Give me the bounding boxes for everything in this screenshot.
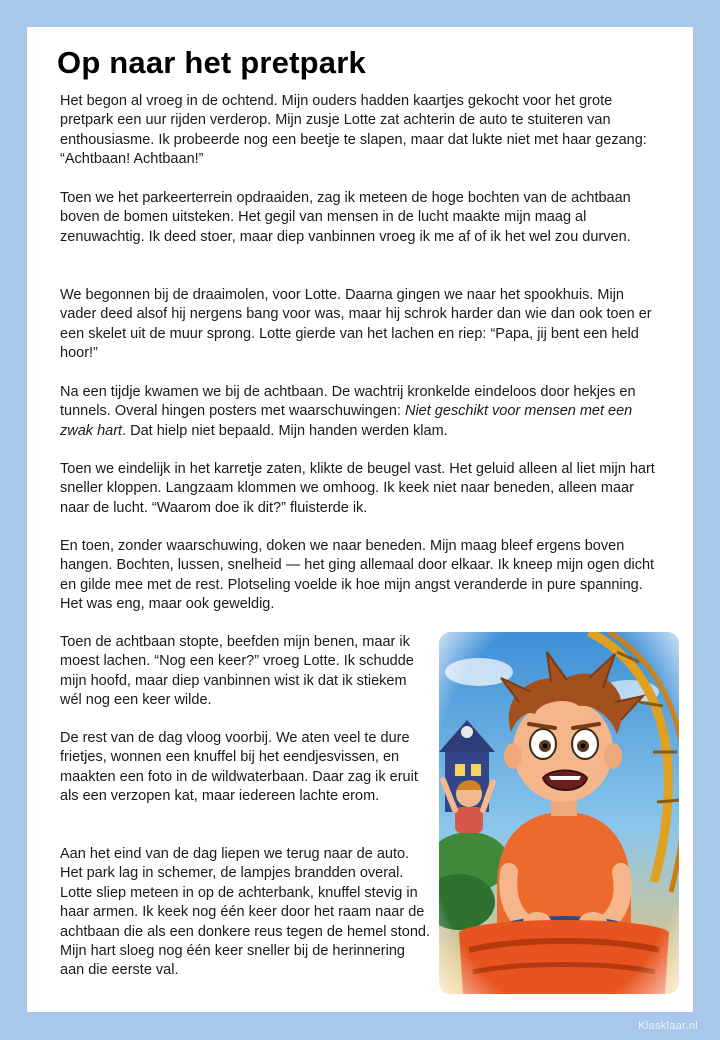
story-paragraph-2: Toen we het parkeerterrein opdraaiden, zag ik meteen de hoge bochten van de achtbaan boven de bomen uitsteken. Het gegil van mensen in de lucht maakte mijn maag al zenuwachtig. Ik deed stoer, maar diep vanbinnen vroeg ik me af of ik het wel zou durven. bbox=[60, 190, 631, 245]
story-paragraph-3: We begonnen bij de draaimolen, voor Lotte. Daarna gingen we naar het spookhuis. Mijn vader deed alsof hij nergens bang voor was, maar hij schrok harder dan wie dan ook toen er een skelet uit de muur sprong. Lotte gierde van het lachen en riep: “Papa, jij bent een held hoor!” bbox=[60, 287, 652, 362]
rollercoaster-illustration bbox=[439, 632, 679, 994]
worksheet-page bbox=[27, 27, 693, 1012]
story-paragraph-6: En toen, zonder waarschuwing, doken we naar beneden. Mijn maag bleef ergens boven hangen. Bochten, lussen, snelheid — het ging allemaal door elkaar. Ik kneep mijn ogen dicht en gilde mee met de rest. Plotseling voelde ik hoe mijn angst veranderde in pure spanning. Het was eng, maar ook geweldig. bbox=[60, 538, 655, 613]
story-paragraph-8: De rest van de dag vloog voorbij. We aten veel te dure frietjes, wonnen een knuffel bij het eendjesvissen, en maakten een foto in de wildwaterbaan. Daar zag ik eruit als een verzopen kat, maar iedereen lachte erom. bbox=[60, 730, 418, 805]
story-paragraph-9: Aan het eind van de dag liepen we terug naar de auto. Het park lag in schemer, de lampjes brandden overal. Lotte sliep meteen in op de achterbank, knuffel stevig in haar armen. Ik keek nog één keer door het raam naar de achtbaan die als een donkere reus tegen de hemel stond. Mijn hart sloeg nog één keer sneller bij de herinnering aan die eerste val. bbox=[60, 846, 431, 979]
story-paragraph-1: Het begon al vroeg in de ochtend. Mijn ouders hadden kaartjes gekocht voor het grote pretpark een uur rijden verderop. Mijn zusje Lotte zat achterin de auto te stuiteren van enthousiasme. Ik probeerde nog een beetje te slapen, maar dat lukte niet met haar gezang: “Achtbaan! Achtbaan!” bbox=[60, 93, 647, 168]
story-paragraph-5: Toen we eindelijk in het karretje zaten, klikte de beugel vast. Het geluid alleen al liet mijn hart sneller kloppen. Langzaam klommen we omhoog. Ik keek niet naar beneden, alleen maar naar de lucht. “Waarom doe ik dit?” fluisterde ik. bbox=[60, 461, 655, 516]
site-footer: Klasklaar.nl bbox=[638, 1020, 698, 1032]
story-paragraph-4 bbox=[60, 383, 664, 441]
page-title: Op naar het pretpark bbox=[57, 45, 366, 80]
story-paragraph-7: Toen de achtbaan stopte, beefden mijn benen, maar ik moest lachen. “Nog een keer?” vroeg Lotte. Ik schudde mijn hoofd, maar diep vanbinnen wist ik dat ik stiekem wél nog een keer wilde. bbox=[60, 634, 414, 709]
story-paragraph-4-end: . Dat hielp niet bepaald. Mijn handen werden klam. bbox=[122, 422, 448, 439]
story-paragraph-4-text: Na een tijdje kwamen we bij de achtbaan. De wachtrij kronkelde eindeloos door hekjes en tunnels. Overal hingen posters met waarschuwingen: bbox=[60, 384, 636, 420]
warning-quote: Niet geschikt voor mensen met een zwak hart bbox=[60, 403, 633, 439]
